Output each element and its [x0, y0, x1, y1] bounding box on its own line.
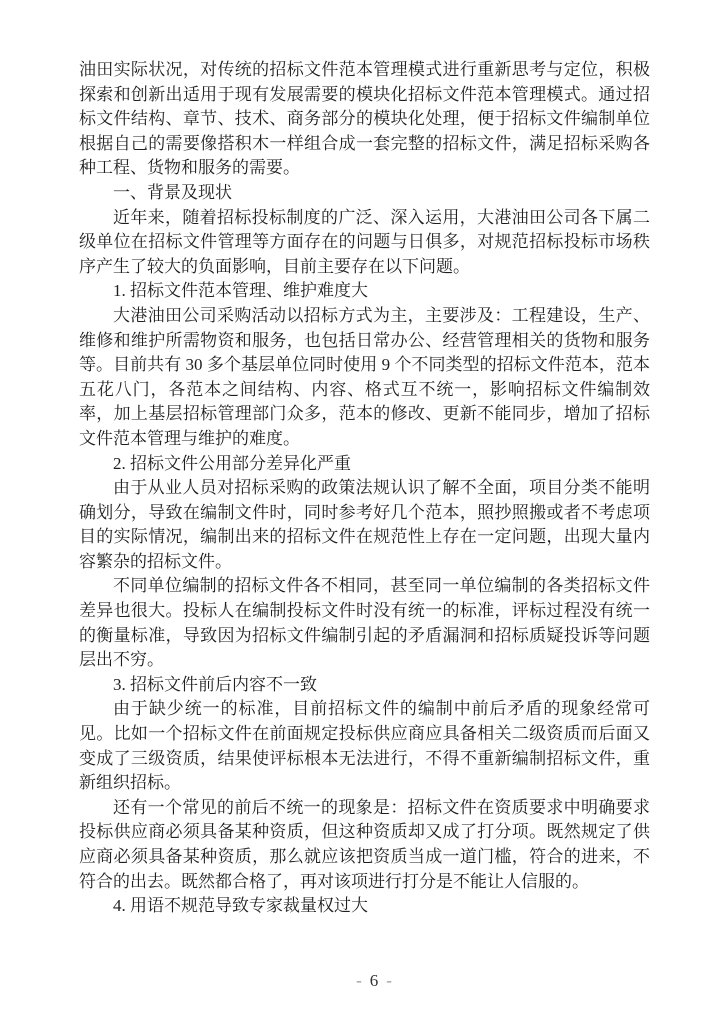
document-body — [79, 58, 650, 919]
page-number: 6 — [369, 971, 379, 990]
section-heading: 1. 招标文件范本管理、维护难度大 — [113, 281, 368, 301]
section-heading: 一、背景及现状 — [113, 182, 232, 202]
page-footer — [24, 970, 724, 992]
body-paragraph: 还有一个常见的前后不统一的现象是：招标文件在资质要求中明确要求投标供应商必须具备某种资质，但这种资质却又成了打分项。既然规定了供应商必须具备某种资质，那么就应该把资质当成一道门槛，符合的进来，不符合的出去。既然都合格了，再对该项进行打分是不能让人信服的。 — [79, 797, 650, 891]
body-paragraph: 由于缺少统一的标准，目前招标文件的编制中前后矛盾的现象经常可见。比如一个招标文件在前面规定投标供应商应具备相关二级资质而后面又变成了三级资质，结果使评标根本无法进行，不得不重新编制招标文件，重新组织招标。 — [79, 699, 650, 793]
section-heading: 4. 用语不规范导致专家裁量权过大 — [113, 896, 368, 916]
section-heading: 3. 招标文件前后内容不一致 — [113, 674, 317, 694]
body-paragraph: 油田实际状况，对传统的招标文件范本管理模式进行重新思考与定位，积极探索和创新出适用于现有发展需要的模块化招标文件范本管理模式。通过招标文件结构、章节、技术、商务部分的模块化处理，便于招标文件编制单位根据自己的需要像搭积木一样组合成一套完整的招标文件，满足招标采购各种工程、货物和服务的需要。 — [79, 60, 650, 178]
body-paragraph: 不同单位编制的招标文件各不相同，甚至同一单位编制的各类招标文件差异也很大。投标人在编制投标文件时没有统一的标准，评标过程没有统一的衡量标准，导致因为招标文件编制引起的矛盾漏洞和招标质疑投诉等问题层出不穷。 — [79, 576, 650, 670]
body-paragraph: 近年来，随着招标投标制度的广泛、深入运用，大港油田公司各下属二级单位在招标文件管理等方面存在的问题与日俱多，对规范招标投标市场秩序产生了较大的负面影响，目前主要存在以下问题。 — [79, 207, 650, 276]
body-paragraph: 由于从业人员对招标采购的政策法规认识了解不全面，项目分类不能明确划分，导致在编制文件时，同时参考好几个范本，照抄照搬或者不考虑项目的实际情况，编制出来的招标文件在规范性上存在一定问题，出现大量内容繁杂的招标文件。 — [79, 478, 650, 571]
footer-dash-left: - — [356, 971, 362, 990]
section-heading: 2. 招标文件公用部分差异化严重 — [113, 453, 351, 473]
body-paragraph: 大港油田公司采购活动以招标方式为主，主要涉及：工程建设，生产、维修和维护所需物资和服务，也包括日常办公、经营管理相关的货物和服务等。目前共有 30 多个基层单位同时使用 9 个不同类型的招标文件范本，范本五花八门，各范本之间结构、内容、格式互不统一，影响招标文件编制效率，加上基层招标管理部门众多，范本的修改、更新不能同步，增加了招标文件范本管理与维护的难度。 — [79, 305, 650, 448]
footer-dash-right: - — [386, 971, 392, 990]
